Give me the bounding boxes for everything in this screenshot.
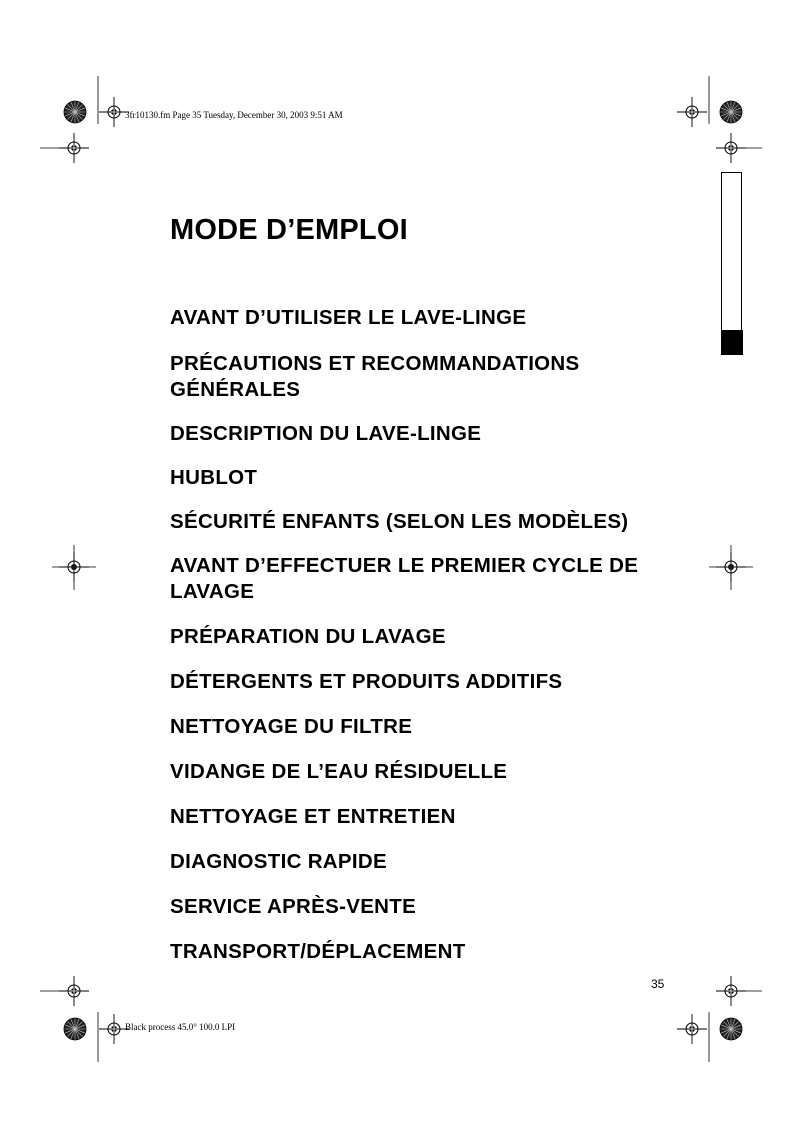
toc-item: NETTOYAGE ET ENTRETIEN (170, 805, 456, 828)
starburst-target-icon (720, 101, 742, 123)
registration-mark-icon (716, 133, 746, 163)
registration-mark-icon (59, 976, 89, 1006)
toc-item: SERVICE APRÈS-VENTE (170, 895, 417, 918)
registration-mark-icon (677, 1014, 707, 1044)
starburst-target-icon (720, 1018, 742, 1040)
registration-mark-icon (59, 133, 89, 163)
starburst-target-icon (64, 1018, 86, 1040)
toc-item: VIDANGE DE L’EAU RÉSIDUELLE (170, 760, 508, 783)
toc-item: HUBLOT (170, 466, 258, 489)
toc-item: TRANSPORT/DÉPLACEMENT (170, 940, 466, 963)
side-tab-outline (721, 172, 742, 330)
table-of-contents (170, 305, 680, 965)
side-tab-marker (721, 330, 743, 355)
toc-item: NETTOYAGE DU FILTRE (170, 715, 413, 738)
registration-mark-icon (677, 97, 707, 127)
registration-mark-icon (716, 976, 746, 1006)
toc-item: AVANT D’EFFECTUER LE PREMIER CYCLE DE LAVAGE (170, 554, 639, 603)
footer-slug: Black process 45.0° 100.0 LPI (125, 1022, 236, 1032)
toc-item: DIAGNOSTIC RAPIDE (170, 850, 387, 873)
page-title: MODE D’EMPLOI (170, 214, 408, 246)
toc-item: DÉTERGENTS ET PRODUITS ADDITIFS (170, 670, 563, 693)
toc-item: SÉCURITÉ ENFANTS (SELON LES MODÈLES) (170, 510, 629, 533)
starburst-target-icon (64, 101, 86, 123)
header-slug: 3fr10130.fm Page 35 Tuesday, December 30, 2003 9:51 AM (125, 110, 343, 120)
page-number: 35 (651, 977, 665, 991)
toc-item: PRÉCAUTIONS ET RECOMMANDATIONS GÉNÉRALES (170, 352, 580, 401)
toc-item: DESCRIPTION DU LAVE-LINGE (170, 422, 482, 445)
toc-item: PRÉPARATION DU LAVAGE (170, 625, 446, 648)
toc-item: AVANT D’UTILISER LE LAVE-LINGE (170, 306, 527, 329)
